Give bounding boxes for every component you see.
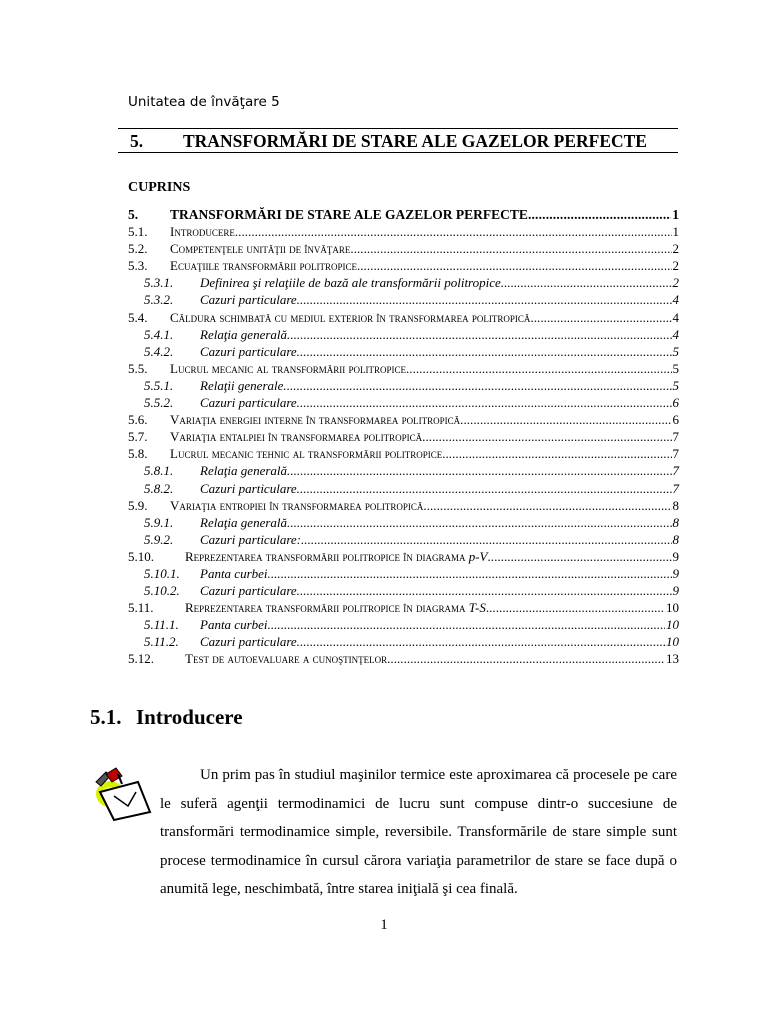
chapter-rule-bottom: [118, 152, 678, 153]
toc-heading: CUPRINS: [128, 180, 191, 195]
pushpin-note-icon: [92, 762, 156, 822]
toc-entry[interactable]: 5.5. Lucrul mecanic al transformării politropice . . . 5: [128, 360, 679, 377]
toc-entry[interactable]: 5. TRANSFORMĂRI DE STARE ALE GAZELOR PERFECTE . . . 1: [128, 206, 679, 223]
toc-entry[interactable]: 5.12. Test de autoevaluare a cunoştinţelor . . . 13: [128, 650, 679, 667]
toc-subentry[interactable]: 5.10.1. Panta curbei . . . 9: [128, 565, 679, 582]
toc-subentry[interactable]: 5.5.1. Relaţii generale . . . 5: [128, 377, 679, 394]
toc-subentry[interactable]: 5.4.1. Relaţia generală . . . 4: [128, 326, 679, 343]
toc-entry[interactable]: 5.2. Competenţele unităţii de învăţare . . . 2: [128, 240, 679, 257]
toc-subentry[interactable]: 5.4.2. Cazuri particulare . . . 5: [128, 343, 679, 360]
toc-entry[interactable]: 5.1. Introducere . . . 1: [128, 223, 679, 240]
toc-entry[interactable]: 5.6. Variaţia energiei interne în transformarea politropică . . . 6: [128, 411, 679, 428]
toc-entry[interactable]: 5.7. Variaţia entalpiei în transformarea politropică . . . 7: [128, 428, 679, 445]
toc-entry[interactable]: 5.11. Reprezentarea transformării politropice în diagrama T-S . . . 10: [128, 599, 679, 616]
toc-entry[interactable]: 5.8. Lucrul mecanic tehnic al transformării politropice . . . 7: [128, 445, 679, 462]
chapter-number: 5.: [130, 131, 144, 151]
toc-subentry[interactable]: 5.8.2. Cazuri particulare . . . 7: [128, 480, 679, 497]
section-heading: [90, 705, 243, 730]
toc-subentry[interactable]: 5.8.1. Relaţia generală . . . 7: [128, 462, 679, 479]
toc-subentry[interactable]: 5.5.2. Cazuri particulare . . . 6: [128, 394, 679, 411]
toc-subentry[interactable]: 5.10.2. Cazuri particulare . . . 9: [128, 582, 679, 599]
intro-paragraph: Un prim pas în studiul maşinilor termice este aproximarea că procesele pe care le suferă agenţii termodinamici de lucru sunt compuse dintr-o succesiune de transformări termodinamice simple, reversibile. Transformările de stare simple sunt procese termodinamice în cursul cărora variaţia parametrilor de stare se face după o anumită lege, neschimbată, între starea iniţială şi cea finală.: [160, 767, 677, 897]
toc-subentry[interactable]: 5.11.2. Cazuri particulare . . . 10: [128, 633, 679, 650]
toc-entry[interactable]: 5.9. Variaţia entropiei în transformarea politropică . . . 8: [128, 497, 679, 514]
chapter-rule-top: [118, 128, 678, 129]
toc-entry[interactable]: 5.4. Căldura schimbată cu mediul exterior în transformarea politropică . . . 4: [128, 309, 679, 326]
toc-subentry[interactable]: 5.3.1. Definirea şi relaţiile de bază ale transformării politropice . . . 2: [128, 274, 679, 291]
toc-subentry[interactable]: 5.9.2. Cazuri particulare: . . . 8: [128, 531, 679, 548]
toc-subentry[interactable]: 5.3.2. Cazuri particulare . . . 4: [128, 291, 679, 308]
section-number: 5.1.: [90, 705, 122, 729]
page-number: 1: [380, 917, 388, 933]
toc-entry[interactable]: 5.10. Reprezentarea transformării politropice în diagrama p-V . . . 9: [128, 548, 679, 565]
toc-subentry[interactable]: 5.11.1. Panta curbei . . . 10: [128, 616, 679, 633]
toc-subentry[interactable]: 5.9.1. Relaţia generală . . . 8: [128, 514, 679, 531]
section-title: Introducere: [136, 705, 243, 729]
toc-entry[interactable]: 5.3. Ecuaţiile transformării politropice . . . 2: [128, 257, 679, 274]
diagram-variable: p-V: [468, 548, 488, 564]
table-of-contents: [128, 206, 679, 668]
unit-label: Unitatea de învăţare 5: [128, 94, 280, 110]
chapter-title: TRANSFORMĂRI DE STARE ALE GAZELOR PERFECTE: [183, 131, 647, 151]
diagram-variable: T-S: [468, 600, 486, 616]
